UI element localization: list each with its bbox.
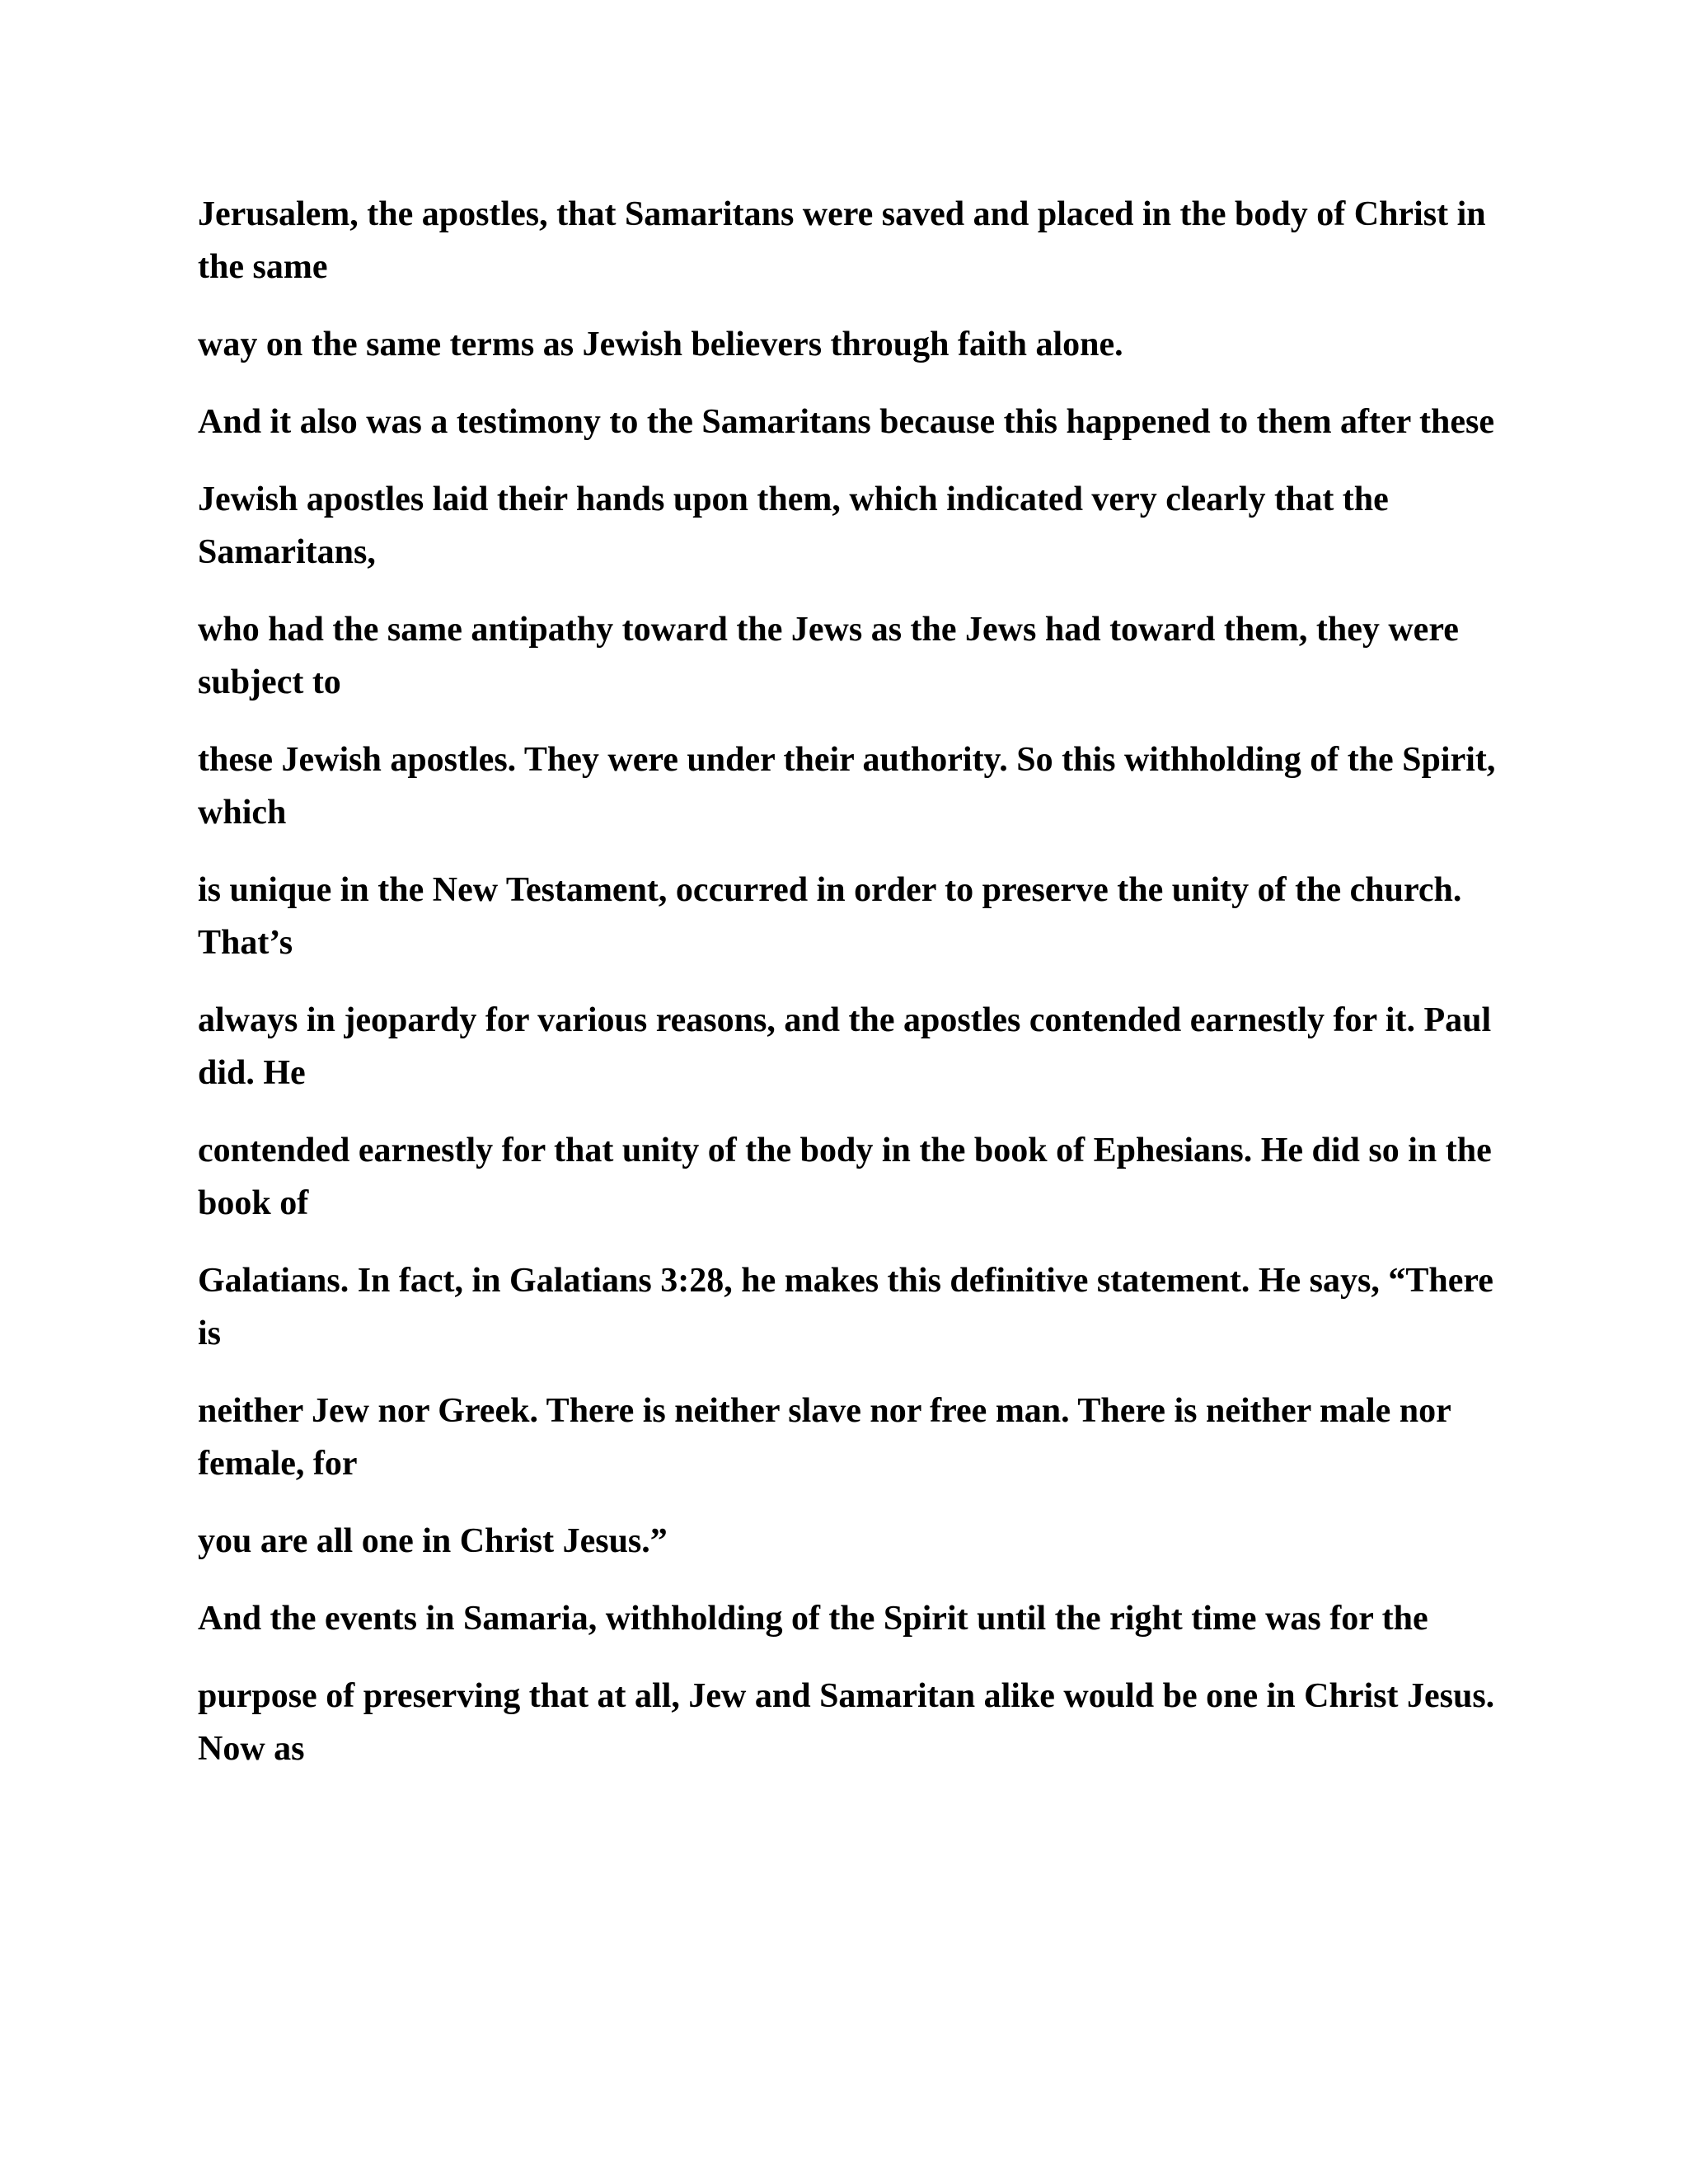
paragraph-6: these Jewish apostles. They were under their authority. So this withholding of the Spirit, which: [198, 741, 1496, 832]
paragraph-10: Galatians. In fact, in Galatians 3:28, he makes this definitive statement. He says, “There is: [198, 1262, 1493, 1352]
paragraph-14: purpose of preserving that at all, Jew and Samaritan alike would be one in Christ Jesus. Now as: [198, 1677, 1495, 1768]
paragraph-7: is unique in the New Testament, occurred in order to preserve the unity of the church. That’s: [198, 871, 1462, 962]
paragraph-2: way on the same terms as Jewish believers through faith alone.: [198, 326, 1123, 363]
paragraph-9: contended earnestly for that unity of the body in the book of Ephesians. He did so in the book of: [198, 1132, 1492, 1222]
paragraph-13: And the events in Samaria, withholding of the Spirit until the right time was for the: [198, 1600, 1428, 1638]
paragraph-3: And it also was a testimony to the Samaritans because this happened to them after these: [198, 403, 1495, 441]
paragraph-5: who had the same antipathy toward the Jews as the Jews had toward them, they were subject to: [198, 611, 1459, 701]
paragraph-12: you are all one in Christ Jesus.”: [198, 1522, 668, 1560]
paragraph-4: Jewish apostles laid their hands upon them, which indicated very clearly that the Samaritans,: [198, 480, 1389, 571]
document-body: [198, 188, 1500, 1800]
paragraph-1: Jerusalem, the apostles, that Samaritans were saved and placed in the body of Christ in the same: [198, 195, 1486, 286]
paragraph-11: neither Jew nor Greek. There is neither slave nor free man. There is neither male nor female, for: [198, 1392, 1451, 1483]
paragraph-8: always in jeopardy for various reasons, and the apostles contended earnestly for it. Paul did. He: [198, 1001, 1492, 1092]
